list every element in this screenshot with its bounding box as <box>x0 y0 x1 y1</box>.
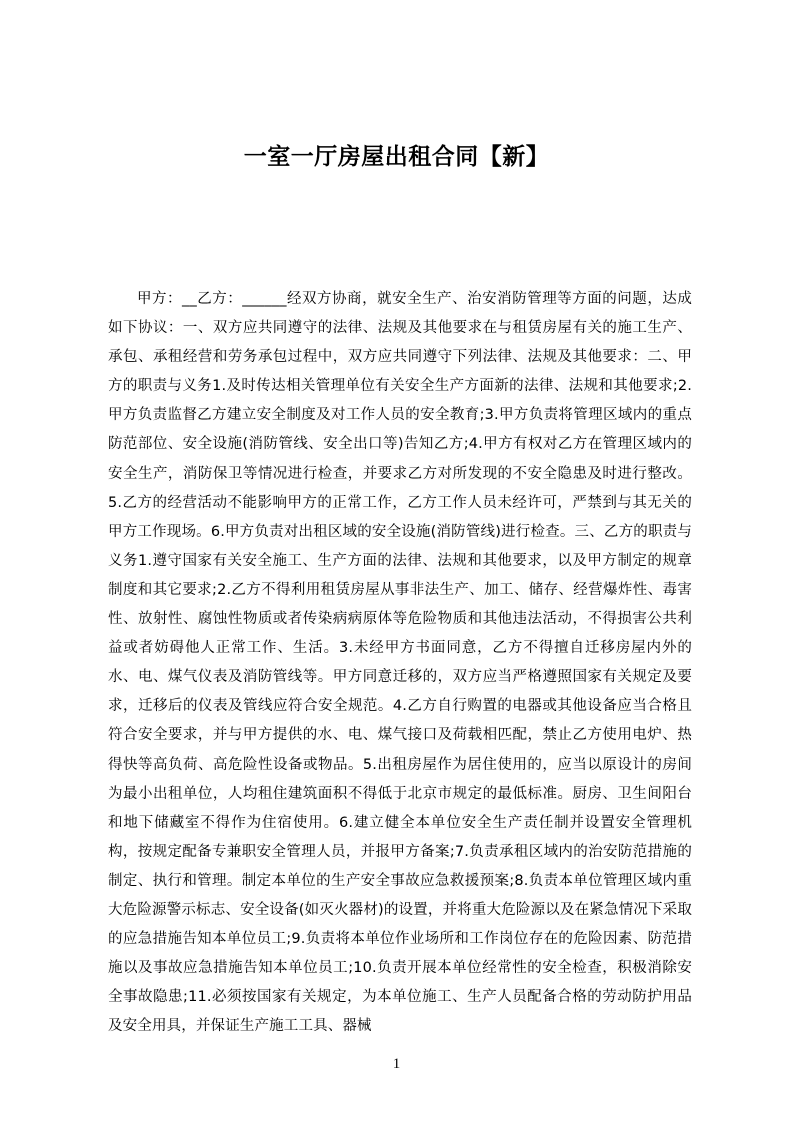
page-number: 1 <box>392 1056 401 1072</box>
document-title: 一室一厅房屋出租合同【新】 <box>243 144 550 170</box>
contract-body-paragraph: 甲方：__乙方：______经双方协商，就安全生产、治安消防管理等方面的问题，达成如下协议：一、双方应共同遵守的法律、法规及其他要求在与租赁房屋有关的施工生产、承包、承租经营和劳务承包过程中，双方应共同遵守下列法律、法规及其他要求：二、甲方的职责与义务1.及时传达相关管理单位有关安全生产方面新的法律、法规和其他要求;2.甲方负责监督乙方建立安全制度及对工作人员的安全教育;3.甲方负责将管理区域内的重点防范部位、安全设施(消防管线、安全出口等)告知乙方;4.甲方有权对乙方在管理区域内的安全生产，消防保卫等情况进行检查，并要求乙方对所发现的不安全隐患及时进行整改。5.乙方的经营活动不能影响甲方的正常工作，乙方工作人员未经许可，严禁到与其无关的甲方工作现场。6.甲方负责对出租区域的安全设施(消防管线)进行检查。三、乙方的职责与义务1.遵守国家有关安全施工、生产方面的法律、法规和其他要求，以及甲方制定的规章制度和其它要求;2.乙方不得利用租赁房屋从事非法生产、加工、储存、经营爆炸性、毒害性、放射性、腐蚀性物质或者传染病病原体等危险物质和其他违法活动，不得损害公共利益或者妨碍他人正常工作、生活。3.未经甲方书面同意，乙方不得擅自迁移房屋内外的水、电、煤气仪表及消防管线等。甲方同意迁移的，双方应当严格遵照国家有关规定及要求，迁移后的仪表及管线应符合安全规范。4.乙方自行购置的电器或其他设备应当合格且符合安全要求，并与甲方提供的水、电、煤气接口及荷载相匹配，禁止乙方使用电炉、热得快等高负荷、高危险性设备或物品。5.出租房屋作为居住使用的，应当以原设计的房间为最小出租单位，人均租住建筑面积不得低于北京市规定的最低标准。厨房、卫生间阳台和地下储藏室不得作为住宿使用。6.建立健全本单位安全生产责任制并设置安全管理机构，按规定配备专兼职安全管理人员，并报甲方备案;7.负责承租区域内的治安防范措施的制定、执行和管理。制定本单位的生产安全事故应急救援预案;8.负责本单位管理区域内重大危险源警示标志、安全设备(如灭火器材)的设置，并将重大危险源以及在紧急情况下采取的应急措施告知本单位员工;9.负责将本单位作业场所和工作岗位存在的危险因素、防范措施以及事故应急措施告知本单位员工;10.负责开展本单位经常性的安全检查，积极消除安全事故隐患;11.必须按国家有关规定，为本单位施工、生产人员配备合格的劳动防护用品及安全用具，并保证生产施工工具、器械 <box>108 291 692 1035</box>
